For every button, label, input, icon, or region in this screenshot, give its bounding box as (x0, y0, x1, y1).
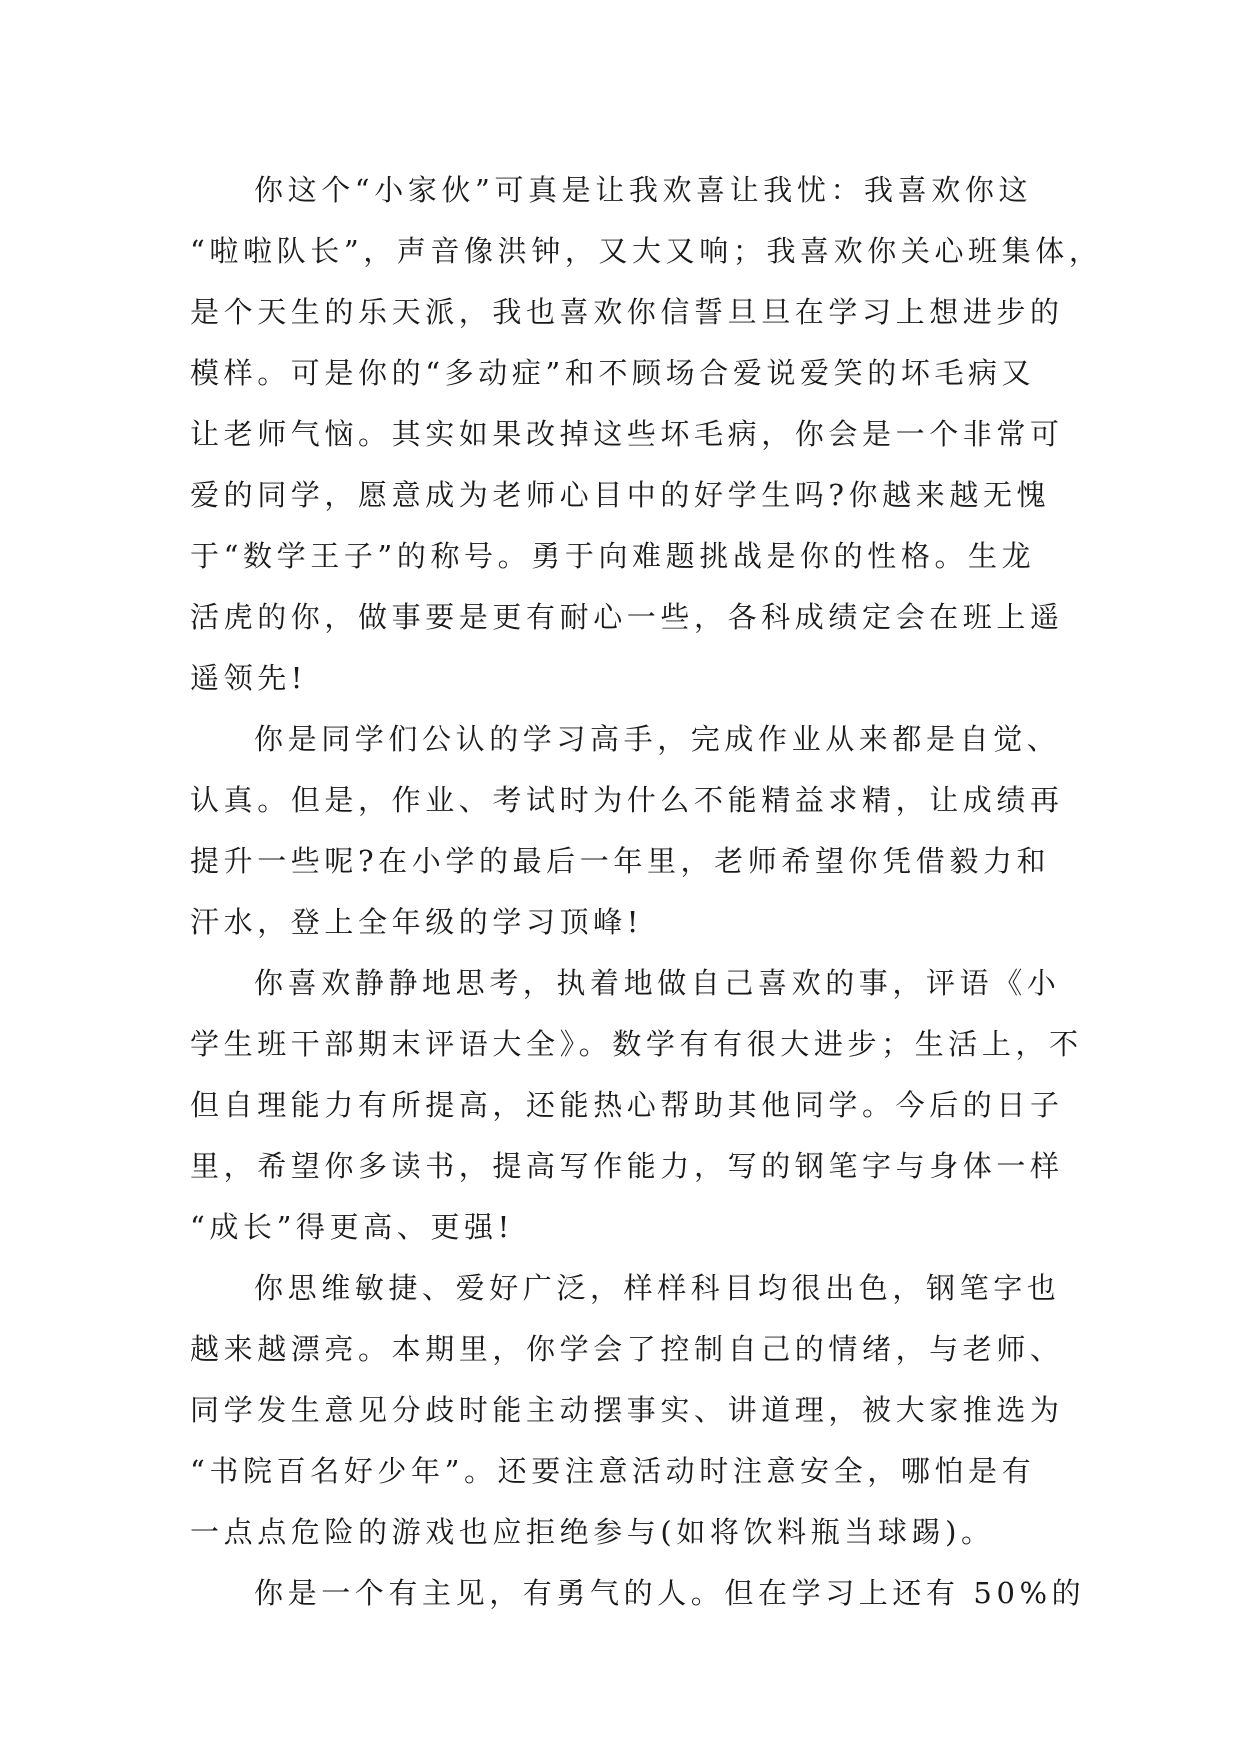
paragraph (190, 1258, 1064, 1563)
text-line: 是个天生的乐天派，我也喜欢你信誓旦旦在学习上想进步的 (190, 295, 1064, 329)
text-line: 于“数学王子”的称号。勇于向难题挑战是你的性格。生龙 (190, 539, 1036, 573)
text-line: 里，希望你多读书，提高写作能力，写的钢笔字与身体一样 (190, 1149, 1064, 1183)
text-line: 模样。可是你的“多动症”和不顾场合爱说爱笑的坏毛病又 (190, 356, 1036, 390)
text-line: 学生班干部期末评语大全》。数学有有很大进步；生活上，不 (190, 1027, 1083, 1061)
text-line: 但自理能力有所提高，还能热心帮助其他同学。今后的日子 (190, 1088, 1064, 1122)
text-line: “啦啦队长”，声音像洪钟，又大又响；我喜欢你关心班集体， (190, 234, 1103, 268)
text-line: 让老师气恼。其实如果改掉这些坏毛病，你会是一个非常可 (190, 417, 1064, 451)
text-line: 同学发生意见分歧时能主动摆事实、讲道理，被大家推选为 (190, 1393, 1064, 1427)
text-line: 爱的同学，愿意成为老师心目中的好学生吗?你越来越无愧 (190, 478, 1051, 512)
text-line: 越来越漂亮。本期里，你学会了控制自己的情绪，与老师、 (190, 1332, 1064, 1366)
text-line: 认真。但是，作业、考试时为什么不能精益求精，让成绩再 (190, 783, 1064, 817)
paragraph (190, 1563, 1086, 1624)
text-line: 一点点危险的游戏也应拒绝参与(如将饮料瓶当球踢)。 (190, 1515, 995, 1549)
text-line: 你这个“小家伙”可真是让我欢喜让我忧：我喜欢你这 (254, 173, 1033, 207)
text-line: 遥领先! (190, 661, 308, 695)
text-line: 你思维敏捷、爱好广泛，样样科目均很出色，钢笔字也 (254, 1271, 1061, 1305)
paragraph (190, 160, 1103, 709)
text-line: 提升一些呢?在小学的最后一年里，老师希望你凭借毅力和 (190, 844, 1051, 878)
text-line: 活虎的你，做事要是更有耐心一些，各科成绩定会在班上遥 (190, 600, 1064, 634)
text-line: 汗水，登上全年级的学习顶峰! (190, 905, 644, 939)
text-line: “成长”得更高、更强! (190, 1210, 514, 1244)
text-line: 你是一个有主见，有勇气的人。但在学习上还有 50%的 (254, 1576, 1086, 1610)
text-line: “书院百名好少年”。还要注意活动时注意安全，哪怕是有 (190, 1454, 1036, 1488)
document-body (190, 160, 1103, 1624)
paragraph (190, 953, 1083, 1258)
text-line: 你是同学们公认的学习高手，完成作业从来都是自觉、 (254, 722, 1061, 756)
text-line: 你喜欢静静地思考，执着地做自己喜欢的事，评语《小 (254, 966, 1061, 1000)
paragraph (190, 709, 1064, 953)
